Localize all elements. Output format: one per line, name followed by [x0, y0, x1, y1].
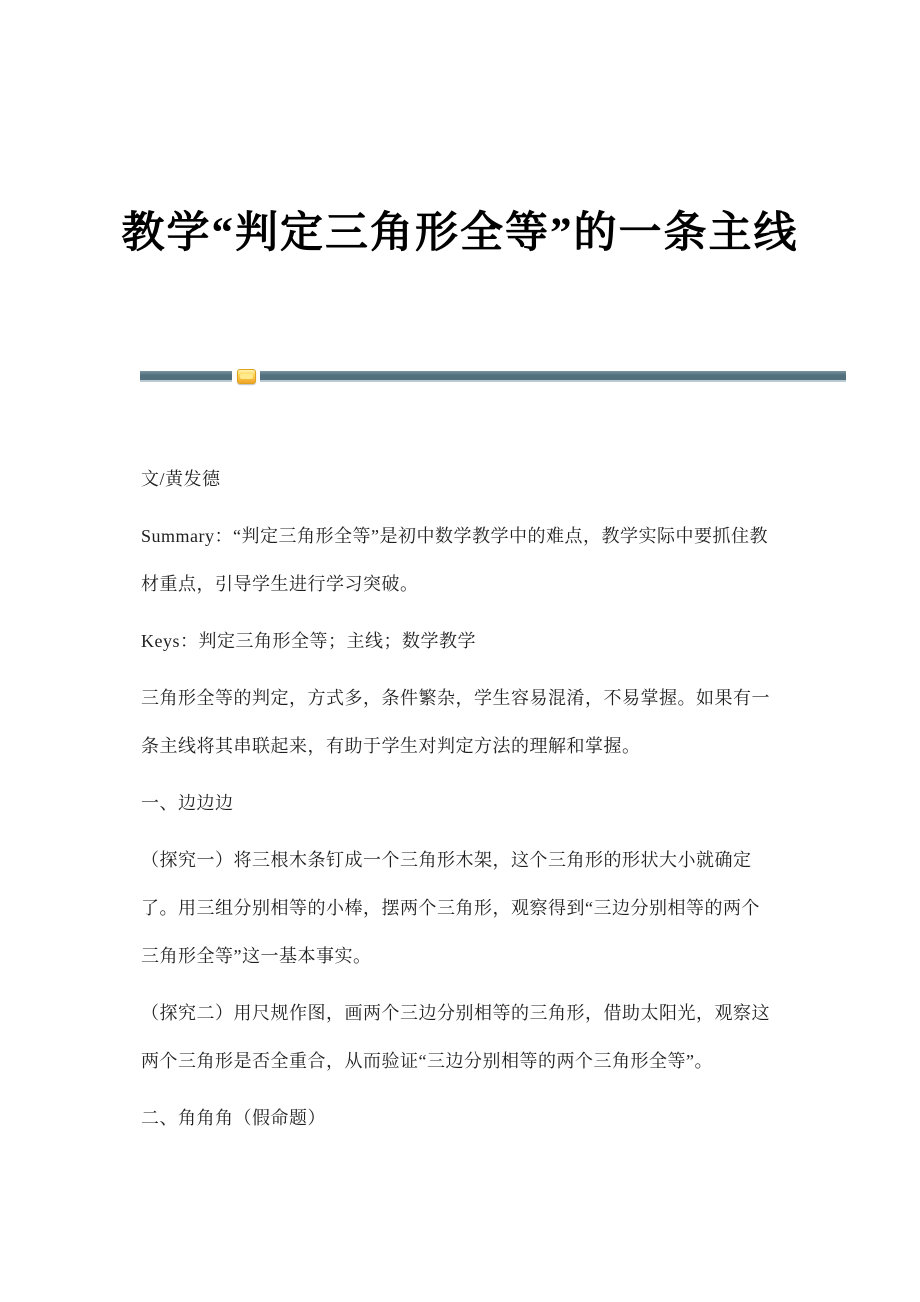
heading-line: 一、边边边	[141, 793, 234, 813]
section-heading-2	[141, 1094, 861, 1142]
paragraph-intro	[141, 674, 861, 770]
byline-text: 文/黄发德	[141, 469, 221, 489]
document-body	[141, 455, 861, 1151]
section-divider	[140, 367, 846, 385]
paragraph-keywords	[141, 617, 861, 665]
envelope-icon-glyph	[237, 369, 256, 384]
divider-bar-left	[140, 371, 232, 382]
paragraph-line: （探究一）将三根木条钉成一个三角形木架，这个三角形的形状大小就确定	[141, 850, 752, 870]
paragraph-exploration-1	[141, 836, 861, 980]
paragraph-line: （探究二）用尺规作图，画两个三边分别相等的三角形，借助太阳光，观察这	[141, 1003, 770, 1023]
divider-bar-right	[260, 371, 846, 382]
heading-line: 二、角角角（假命题）	[141, 1108, 326, 1128]
section-heading-1	[141, 779, 861, 827]
paragraph-line: Keys：判定三角形全等；主线；数学教学	[141, 631, 476, 651]
paragraph-exploration-2	[141, 989, 861, 1085]
paragraph-line: 三角形全等”这一基本事实。	[141, 946, 372, 966]
paragraph-line: Summary：“判定三角形全等”是初中数学教学中的难点，教学实际中要抓住教	[141, 526, 768, 546]
envelope-icon	[232, 369, 260, 384]
envelope-icon-stripe	[240, 374, 253, 379]
paragraph-summary	[141, 512, 861, 608]
paragraph-line: 三角形全等的判定，方式多，条件繁杂，学生容易混淆，不易掌握。如果有一	[141, 688, 770, 708]
paragraph-line: 材重点，引导学生进行学习突破。	[141, 574, 419, 594]
document-title: 教学“判定三角形全等”的一条主线	[121, 210, 799, 257]
byline	[141, 455, 861, 503]
paragraph-line: 两个三角形是否全重合，从而验证“三边分别相等的两个三角形全等”。	[141, 1051, 713, 1071]
paragraph-line: 了。用三组分别相等的小棒，摆两个三角形，观察得到“三边分别相等的两个	[141, 898, 760, 918]
paragraph-line: 条主线将其串联起来，有助于学生对判定方法的理解和掌握。	[141, 736, 641, 756]
